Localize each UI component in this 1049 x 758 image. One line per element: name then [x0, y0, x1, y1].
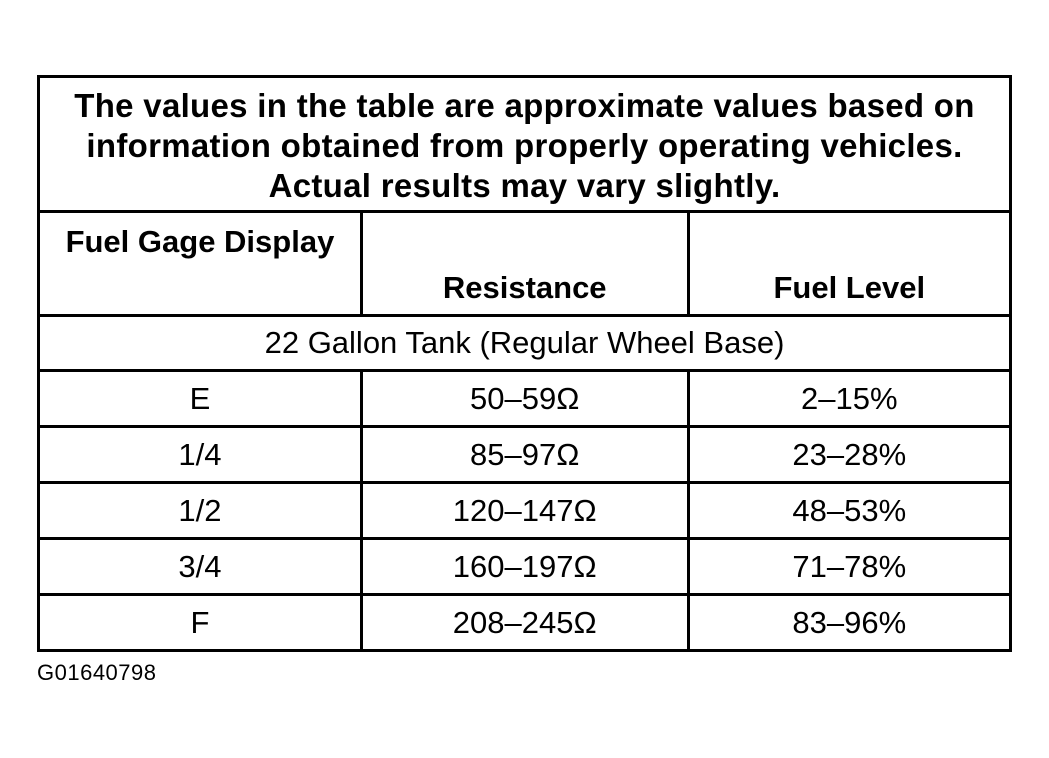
resistance-cell: 160–197Ω	[361, 539, 688, 595]
header-fuel-gage-display: Fuel Gage Display	[39, 212, 362, 316]
fuel-level-cell: 48–53%	[688, 483, 1010, 539]
fuel-gage-table	[37, 75, 1012, 652]
table-note: The values in the table are approximate values based on information obtained from properly operating vehicles. Actual results may vary slightly.	[39, 77, 1011, 212]
figure-id: G01640798	[37, 660, 157, 685]
resistance-cell: 208–245Ω	[361, 595, 688, 651]
section-row	[39, 316, 1011, 371]
fuel-level-cell: 83–96%	[688, 595, 1010, 651]
resistance-cell: 120–147Ω	[361, 483, 688, 539]
header-row	[39, 212, 1011, 316]
table-row	[39, 539, 1011, 595]
resistance-cell: 50–59Ω	[361, 371, 688, 427]
display-cell: 1/4	[39, 427, 362, 483]
header-fuel-level: Fuel Level	[688, 212, 1010, 316]
fuel-level-cell: 2–15%	[688, 371, 1010, 427]
table-row	[39, 483, 1011, 539]
table-row	[39, 371, 1011, 427]
section-label: 22 Gallon Tank (Regular Wheel Base)	[39, 316, 1011, 371]
display-cell: 1/2	[39, 483, 362, 539]
display-cell: E	[39, 371, 362, 427]
table-row	[39, 595, 1011, 651]
note-row	[39, 77, 1011, 212]
table-row	[39, 427, 1011, 483]
fuel-level-cell: 71–78%	[688, 539, 1010, 595]
fuel-level-cell: 23–28%	[688, 427, 1010, 483]
display-cell: 3/4	[39, 539, 362, 595]
resistance-cell: 85–97Ω	[361, 427, 688, 483]
display-cell: F	[39, 595, 362, 651]
header-resistance: Resistance	[361, 212, 688, 316]
